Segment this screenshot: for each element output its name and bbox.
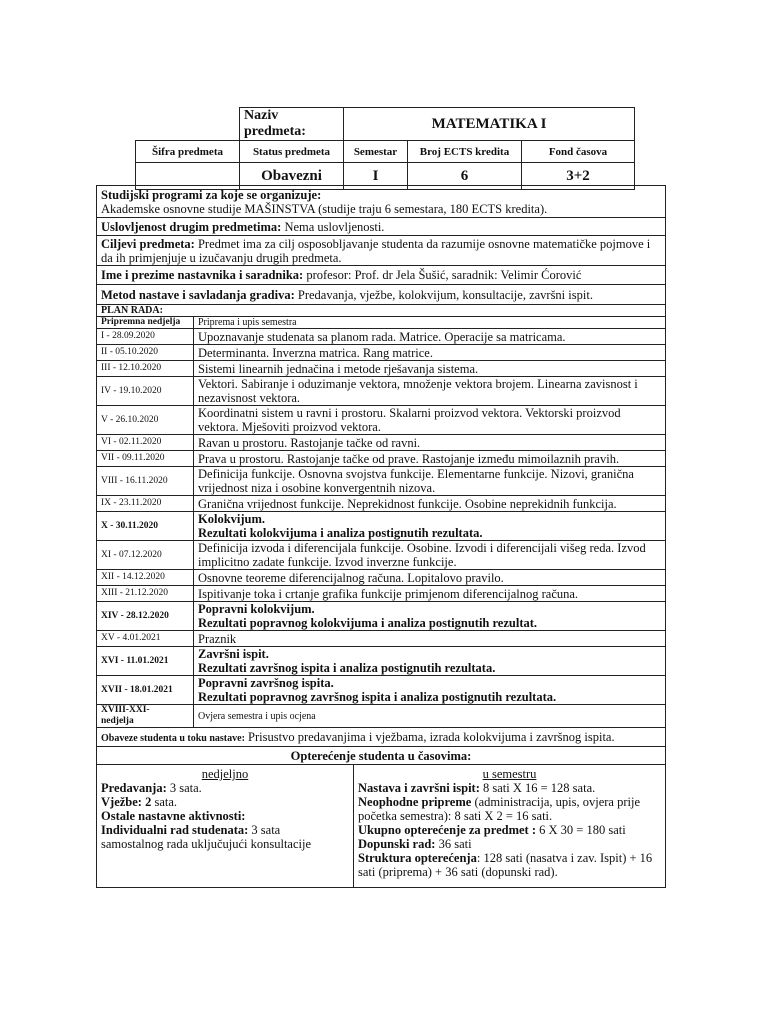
predavanja-line bbox=[101, 781, 349, 795]
week-row bbox=[97, 647, 666, 676]
week-topic-line-2: vrijednost niza i osobine konvergentnih nizova. bbox=[198, 481, 436, 495]
week-row bbox=[97, 467, 666, 496]
week-date: I - 28.09.2020 bbox=[97, 329, 194, 345]
week-topic-line-1: Sistemi linearnih jednačina i metode rješavanja sistema. bbox=[198, 361, 479, 376]
nastavnik-label: Ime i prezime nastavnika i saradnika: bbox=[101, 268, 304, 282]
individualni-label: Individualni rad studenata: bbox=[101, 823, 249, 837]
week-topic-line-1: Vektori. Sabiranje i oduzimanje vektora, množenje vektora brojem. Linearna zavisnost i bbox=[198, 377, 638, 391]
week-topic bbox=[194, 361, 666, 377]
week-date: VII - 09.11.2020 bbox=[97, 451, 194, 467]
week-topic bbox=[194, 435, 666, 451]
week-row bbox=[97, 631, 666, 647]
week-topic bbox=[194, 676, 666, 705]
week-row bbox=[97, 496, 666, 512]
opterecenje-split bbox=[97, 765, 665, 887]
neophodne-line-2: početka semestra): 8 sati X 2 = 16 sati. bbox=[358, 809, 553, 823]
struktura-value: : 128 sati (nasatva i zav. Ispit) + 16 bbox=[476, 851, 653, 865]
week-topic-line-2: Rezultati popravnog završnog ispita i analiza postignutih rezultata. bbox=[198, 690, 557, 704]
week-topic bbox=[194, 329, 666, 345]
week-row bbox=[97, 586, 666, 602]
status-value: Obavezni bbox=[240, 163, 344, 190]
week-topic-line-2: Rezultati kolokvijuma i analiza postignutih rezultata. bbox=[198, 526, 483, 540]
week-topic-line-1: Popravni kolokvijum. bbox=[198, 602, 315, 616]
week-topic bbox=[194, 451, 666, 467]
vjezbe-line bbox=[101, 795, 349, 809]
struktura-line-2: sati (priprema) + 36 sati (dopunski rad). bbox=[358, 865, 558, 879]
week-topic bbox=[194, 631, 666, 647]
week-topic bbox=[194, 496, 666, 512]
neophodne-line bbox=[358, 795, 661, 809]
nastava-label: Nastava i završni ispit: bbox=[358, 781, 480, 795]
week-topic-line-2: Rezultati popravnog kolokvijuma i analiza postignutih rezultat. bbox=[198, 616, 538, 630]
naziv-label: Naziv predmeta: bbox=[240, 108, 344, 141]
week-date: XVI - 11.01.2021 bbox=[97, 647, 194, 676]
week-topic-line-1: Praznik bbox=[198, 631, 237, 646]
week-date: IV - 19.10.2020 bbox=[97, 377, 194, 406]
week-topic-line-1: Upoznavanje studenata sa planom rada. Matrice. Operacije sa matricama. bbox=[198, 329, 566, 344]
empty-cell bbox=[136, 108, 240, 141]
last-week-label-1: XVIII-XXI- bbox=[101, 705, 150, 715]
semestar-value: I bbox=[344, 163, 408, 190]
vjezbe-number: 2 bbox=[141, 795, 152, 809]
week-row bbox=[97, 361, 666, 377]
nastavnik-value: profesor: Prof. dr Jela Šušić, saradnik: Velimir Ćorović bbox=[303, 268, 582, 282]
individualni-line bbox=[101, 823, 349, 837]
programi-row bbox=[97, 186, 666, 218]
week-date: XIII - 21.12.2020 bbox=[97, 586, 194, 602]
week-topic bbox=[194, 647, 666, 676]
week-topic bbox=[194, 586, 666, 602]
opterecenje-body bbox=[97, 765, 666, 888]
week-row bbox=[97, 570, 666, 586]
sifra-label: Šifra predmeta bbox=[136, 141, 240, 163]
metod-value: Predavanja, vježbe, kolokvijum, konsultacije, završni ispit. bbox=[294, 287, 593, 302]
week-topic-line-1: Popravni završnog ispita. bbox=[198, 676, 334, 690]
weeks-list bbox=[97, 329, 666, 705]
week-topic bbox=[194, 541, 666, 570]
fond-value: 3+2 bbox=[522, 163, 635, 190]
week-row bbox=[97, 377, 666, 406]
dopunski-value: 36 sati bbox=[435, 837, 472, 851]
vjezbe-value: sata. bbox=[151, 795, 178, 809]
week-date: XII - 14.12.2020 bbox=[97, 570, 194, 586]
individualni-value: 3 sata bbox=[248, 823, 281, 837]
course-header-table bbox=[135, 107, 635, 190]
uslovljenost-row bbox=[97, 218, 666, 236]
week-topic bbox=[194, 512, 666, 541]
week-date: II - 05.10.2020 bbox=[97, 345, 194, 361]
status-label: Status predmeta bbox=[240, 141, 344, 163]
last-week-label-2: nedjelja bbox=[101, 716, 134, 726]
week-date: XV - 4.01.2021 bbox=[97, 631, 194, 647]
nastava-line bbox=[358, 781, 661, 795]
semestar-column bbox=[354, 765, 666, 887]
ciljevi-row bbox=[97, 236, 666, 266]
week-date: IX - 23.11.2020 bbox=[97, 496, 194, 512]
week-topic-line-1: Granična vrijednost funkcije. Neprekidnost funkcije. Osobine neprekidnih funkcija. bbox=[198, 496, 617, 511]
predavanja-value: 3 sata. bbox=[166, 781, 202, 795]
week-row bbox=[97, 329, 666, 345]
neophodne-value: (administracija, upis, ovjera prije bbox=[471, 795, 641, 809]
ects-label: Broj ECTS kredita bbox=[408, 141, 522, 163]
week-row bbox=[97, 512, 666, 541]
week-row bbox=[97, 602, 666, 631]
week-topic bbox=[194, 377, 666, 406]
struktura-line bbox=[358, 851, 661, 865]
dopunski-label: Dopunski rad: bbox=[358, 837, 436, 851]
week-topic bbox=[194, 602, 666, 631]
week-topic-line-1: Ravan u prostoru. Rastojanje tačke od ravni. bbox=[198, 435, 421, 450]
course-details-table bbox=[96, 185, 666, 888]
nedjeljno-column bbox=[97, 765, 354, 887]
obaveze-row bbox=[97, 728, 666, 747]
week-topic-line-2: nezavisnost vektora. bbox=[198, 391, 301, 405]
predavanja-label: Predavanja: bbox=[101, 781, 167, 795]
individualni-line-2: samostalnog rada uključujući konsultacije bbox=[101, 837, 312, 851]
ects-value: 6 bbox=[408, 163, 522, 190]
uslovljenost-label: Uslovljenost drugim predmetima: bbox=[101, 219, 282, 234]
week-topic-line-2: implicitno zadate funkcije. Izvod inverzne funkcije. bbox=[198, 555, 457, 569]
metod-label: Metod nastave i savladanja gradiva: bbox=[101, 287, 295, 302]
week-topic-line-1: Definicija izvoda i diferencijala funkcije. Osobine. Izvodi i diferencijali višeg reda. Izvod bbox=[198, 541, 646, 555]
week-topic-line-1: Determinanta. Inverzna matrica. Rang matrice. bbox=[198, 345, 433, 360]
plan-title: PLAN RADA: bbox=[97, 305, 666, 317]
ostale-line: Ostale nastavne aktivnosti: bbox=[101, 809, 246, 823]
uslovljenost-value: Nema uslovljenosti. bbox=[281, 219, 385, 234]
week-date: III - 12.10.2020 bbox=[97, 361, 194, 377]
week-topic bbox=[194, 570, 666, 586]
metod-row bbox=[97, 285, 666, 305]
week-topic-line-2: Rezultati završnog ispita i analiza postignutih rezultata. bbox=[198, 661, 496, 675]
course-name: MATEMATIKA I bbox=[344, 108, 635, 141]
week-date: X - 30.11.2020 bbox=[97, 512, 194, 541]
week-date: XIV - 28.12.2020 bbox=[97, 602, 194, 631]
week-date: VIII - 16.11.2020 bbox=[97, 467, 194, 496]
programi-value: Akademske osnovne studije MAŠINSTVA (studije traju 6 semestara, 180 ECTS kredita). bbox=[101, 201, 548, 216]
ukupno-value: 6 X 30 = 180 sati bbox=[536, 823, 626, 837]
struktura-label: Struktura opterećenja bbox=[358, 851, 477, 865]
week-topic-line-1: Osnovne teoreme diferencijalnog računa. Lopitalovo pravilo. bbox=[198, 570, 504, 585]
week-topic-line-1: Definicija funkcije. Osnovna svojstva funkcije. Elementarne funkcije. Nizovi, granična bbox=[198, 467, 634, 481]
ciljevi-value: Predmet ima za cilj osposobljavanje studenta da razumije osnovne matematičke pojmove i da ih primjenjuje u izučavanju drugih predmeta. bbox=[101, 236, 651, 265]
week-row bbox=[97, 435, 666, 451]
ukupno-line bbox=[358, 823, 661, 837]
opterecenje-title: Opterećenje studenta u časovima: bbox=[97, 747, 666, 765]
nastava-value: 8 sati X 16 = 128 sata. bbox=[479, 781, 596, 795]
neophodne-label: Neophodne pripreme bbox=[358, 795, 472, 809]
week-topic bbox=[194, 467, 666, 496]
week-date: V - 26.10.2020 bbox=[97, 406, 194, 435]
last-week-label bbox=[97, 705, 194, 728]
week-topic-line-1: Prava u prostoru. Rastojanje tačke od prave. Rastojanje između mimoilaznih pravih. bbox=[198, 451, 620, 466]
fond-label: Fond časova bbox=[522, 141, 635, 163]
week-topic bbox=[194, 406, 666, 435]
week-row bbox=[97, 451, 666, 467]
ciljevi-label: Ciljevi predmeta: bbox=[101, 236, 195, 251]
week-row bbox=[97, 345, 666, 361]
week-date: VI - 02.11.2020 bbox=[97, 435, 194, 451]
semestar-label: Semestar bbox=[344, 141, 408, 163]
week-row bbox=[97, 541, 666, 570]
obaveze-label: Obaveze studenta u toku nastave: bbox=[101, 733, 245, 744]
week-date: XVII - 18.01.2021 bbox=[97, 676, 194, 705]
week-topic bbox=[194, 345, 666, 361]
week-topic-line-1: Koordinatni sistem u ravni i prostoru. Skalarni proizvod vektora. Vektorski proizvod bbox=[198, 406, 621, 420]
week-topic-line-1: Završni ispit. bbox=[198, 647, 269, 661]
week-topic-line-1: Ispitivanje toka i crtanje grafika funkcije primjenom diferencijalnog računa. bbox=[198, 586, 579, 601]
week-topic-line-1: Kolokvijum. bbox=[198, 512, 266, 526]
prep-week-label: Pripremna nedjelja bbox=[97, 317, 194, 329]
semestar-heading: u semestru bbox=[482, 767, 537, 781]
dopunski-line bbox=[358, 837, 661, 851]
week-row bbox=[97, 676, 666, 705]
nedjeljno-heading: nedjeljno bbox=[201, 767, 249, 781]
week-row bbox=[97, 406, 666, 435]
nastavnik-row bbox=[97, 266, 666, 285]
obaveze-value: Prisustvo predavanjima i vježbama, izrada kolokvijuma i završnog ispita. bbox=[244, 730, 615, 744]
vjezbe-label: Vježbe: bbox=[101, 795, 142, 809]
prep-week-value: Priprema i upis semestra bbox=[194, 317, 666, 329]
week-date: XI - 07.12.2020 bbox=[97, 541, 194, 570]
week-topic-line-2: vektora. Mješoviti proizvod vektora. bbox=[198, 420, 381, 434]
last-week-value: Ovjera semestra i upis ocjena bbox=[194, 705, 666, 728]
programi-label: Studijski programi za koje se organizuje: bbox=[101, 187, 322, 202]
ukupno-label: Ukupno opterećenje za predmet : bbox=[358, 823, 536, 837]
